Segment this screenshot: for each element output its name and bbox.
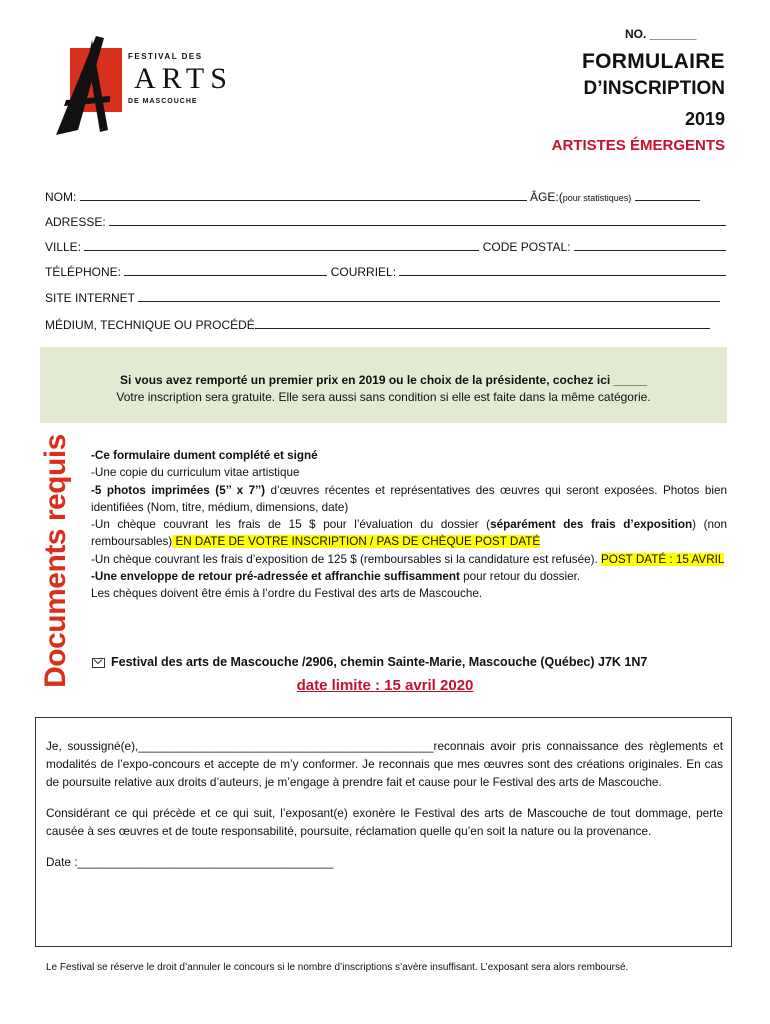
- telephone-label: TÉLÉPHONE:: [45, 265, 122, 279]
- doc-item-envelope-bold: -Une enveloppe de retour pré-adressée et affranchie suffisamment: [91, 570, 460, 584]
- courriel-label: COURRIEL:: [330, 265, 397, 279]
- documents-list: [91, 447, 727, 603]
- field-row-telephone: [45, 265, 726, 279]
- envelope-icon: [92, 658, 105, 668]
- field-row-site: [45, 291, 720, 305]
- form-title-line1: FORMULAIRE: [582, 50, 725, 73]
- field-row-nom: [45, 190, 700, 204]
- code-postal-label: CODE POSTAL:: [482, 240, 571, 254]
- medium-field[interactable]: [255, 318, 710, 329]
- form-year: 2019: [684, 109, 725, 129]
- doc-item-photos-bold: -5 photos imprimées (5’’ x 7’’): [91, 483, 266, 497]
- medium-label: MÉDIUM, TECHNIQUE OU PROCÉDÉ: [45, 318, 255, 332]
- prize-box: [40, 347, 727, 423]
- code-postal-field[interactable]: [574, 240, 726, 251]
- logo-de-mascouche: DE MASCOUCHE: [128, 98, 198, 105]
- doc-item-photos-rest: d’œuvres récentes et représentatives des œuvres qui seront exposées. Photos bien identifiées (Nom, titre, médium, dimensions, date): [91, 483, 727, 514]
- doc-item-cheque-eval: [91, 516, 727, 551]
- documents-side-label-text: Documents requis: [39, 434, 72, 688]
- form-number: NO. _______: [625, 27, 697, 41]
- doc-item-cheque-eval-bold: séparément des frais d’exposition: [490, 518, 693, 532]
- declaration-p2: Considérant ce qui précède et ce qui suit, l’exposant(e) exonère le Festival des arts de Mascouche de tout dommage, perte causée à ses œuvres et de toute responsabilité, poursuite, réclamation quelle qu’en soit la nature ou la provenance.: [46, 806, 723, 838]
- doc-item-cheque-expo: [91, 551, 727, 568]
- nom-label: NOM:: [45, 190, 77, 204]
- form-title-line2: D’INSCRIPTION: [583, 78, 725, 99]
- age-field[interactable]: [635, 190, 700, 201]
- age-note: pour statistiques): [562, 193, 632, 203]
- doc-item-cv: -Une copie du curriculum vitae artistique: [91, 466, 300, 480]
- mailing-address: [92, 655, 647, 669]
- site-field[interactable]: [138, 291, 720, 302]
- courriel-field[interactable]: [399, 265, 726, 276]
- doc-item-cheque-expo-a: -Un chèque couvrant les frais d’exposition de 125 $ (remboursables si la candidature est refusée).: [91, 552, 601, 566]
- footer-note: Le Festival se réserve le droit d’annuler le concours si le nombre d’inscriptions s’avère insuffisant. L’exposant sera alors remboursé.: [46, 962, 629, 973]
- doc-item-cheque-eval-highlight: EN DATE DE VOTRE INSCRIPTION / PAS DE CHÈQUE POST DATÉ: [172, 535, 541, 549]
- doc-item-form: -Ce formulaire dument complété et signé: [91, 449, 318, 462]
- logo-a-brush-icon: [48, 30, 138, 140]
- nom-field[interactable]: [80, 190, 527, 201]
- adresse-label: ADRESSE:: [45, 215, 106, 229]
- doc-item-cheque-expo-highlight: POST DATÉ : 15 AVRIL: [600, 552, 725, 566]
- logo-arts: ARTS: [134, 62, 233, 95]
- age-label: ÂGE:(: [530, 190, 563, 204]
- deadline: date limite : 15 avril 2020: [296, 677, 474, 694]
- field-row-ville: [45, 240, 726, 254]
- field-row-medium: [45, 318, 710, 332]
- adresse-field[interactable]: [109, 215, 726, 226]
- declaration-p1: Je, soussigné(e),_____________________________________________reconnais avoir pris connaissance des règlements et modalités de l’expo-concours et accepte de m’y conformer. Je reconnais que mes œuvres sont des créations originales. En cas de poursuite relative aux droits d’auteurs, je m’engage à prendre fait et cause pour le Festival des arts de Mascouche.: [46, 739, 723, 789]
- field-row-adresse: [45, 215, 726, 229]
- mailing-address-text: Festival des arts de Mascouche /2906, chemin Sainte-Marie, Mascouche (Québec) J7K 1N7: [111, 655, 648, 669]
- doc-item-envelope: [91, 568, 727, 585]
- documents-side-label: [38, 434, 74, 688]
- prize-box-line2: Votre inscription sera gratuite. Elle sera aussi sans condition si elle est faite dans la même catégorie.: [116, 390, 651, 404]
- doc-item-cheques-order: Les chèques doivent être émis à l’ordre du Festival des arts de Mascouche.: [91, 587, 483, 601]
- doc-item-envelope-rest: pour retour du dossier.: [459, 570, 581, 584]
- telephone-field[interactable]: [124, 265, 327, 276]
- doc-item-photos: [91, 482, 727, 517]
- festival-logo: [48, 30, 233, 140]
- prize-box-line1: Si vous avez remporté un premier prix en 2019 ou le choix de la présidente, cochez ici _____: [120, 373, 647, 387]
- form-subtitle: ARTISTES ÉMERGENTS: [551, 137, 725, 154]
- declaration-box: [35, 717, 732, 947]
- logo-festival-des: FESTIVAL DES: [128, 52, 203, 61]
- doc-item-cheque-eval-a: -Un chèque couvrant les frais de 15 $ pour l’évaluation du dossier (: [91, 518, 491, 532]
- site-label: SITE INTERNET: [45, 291, 135, 305]
- ville-label: VILLE:: [45, 240, 82, 254]
- doc-item-cheque-eval-b: ) (non remboursables): [91, 518, 727, 549]
- declaration-date[interactable]: Date :_______________________________________: [46, 855, 334, 869]
- ville-field[interactable]: [84, 240, 479, 251]
